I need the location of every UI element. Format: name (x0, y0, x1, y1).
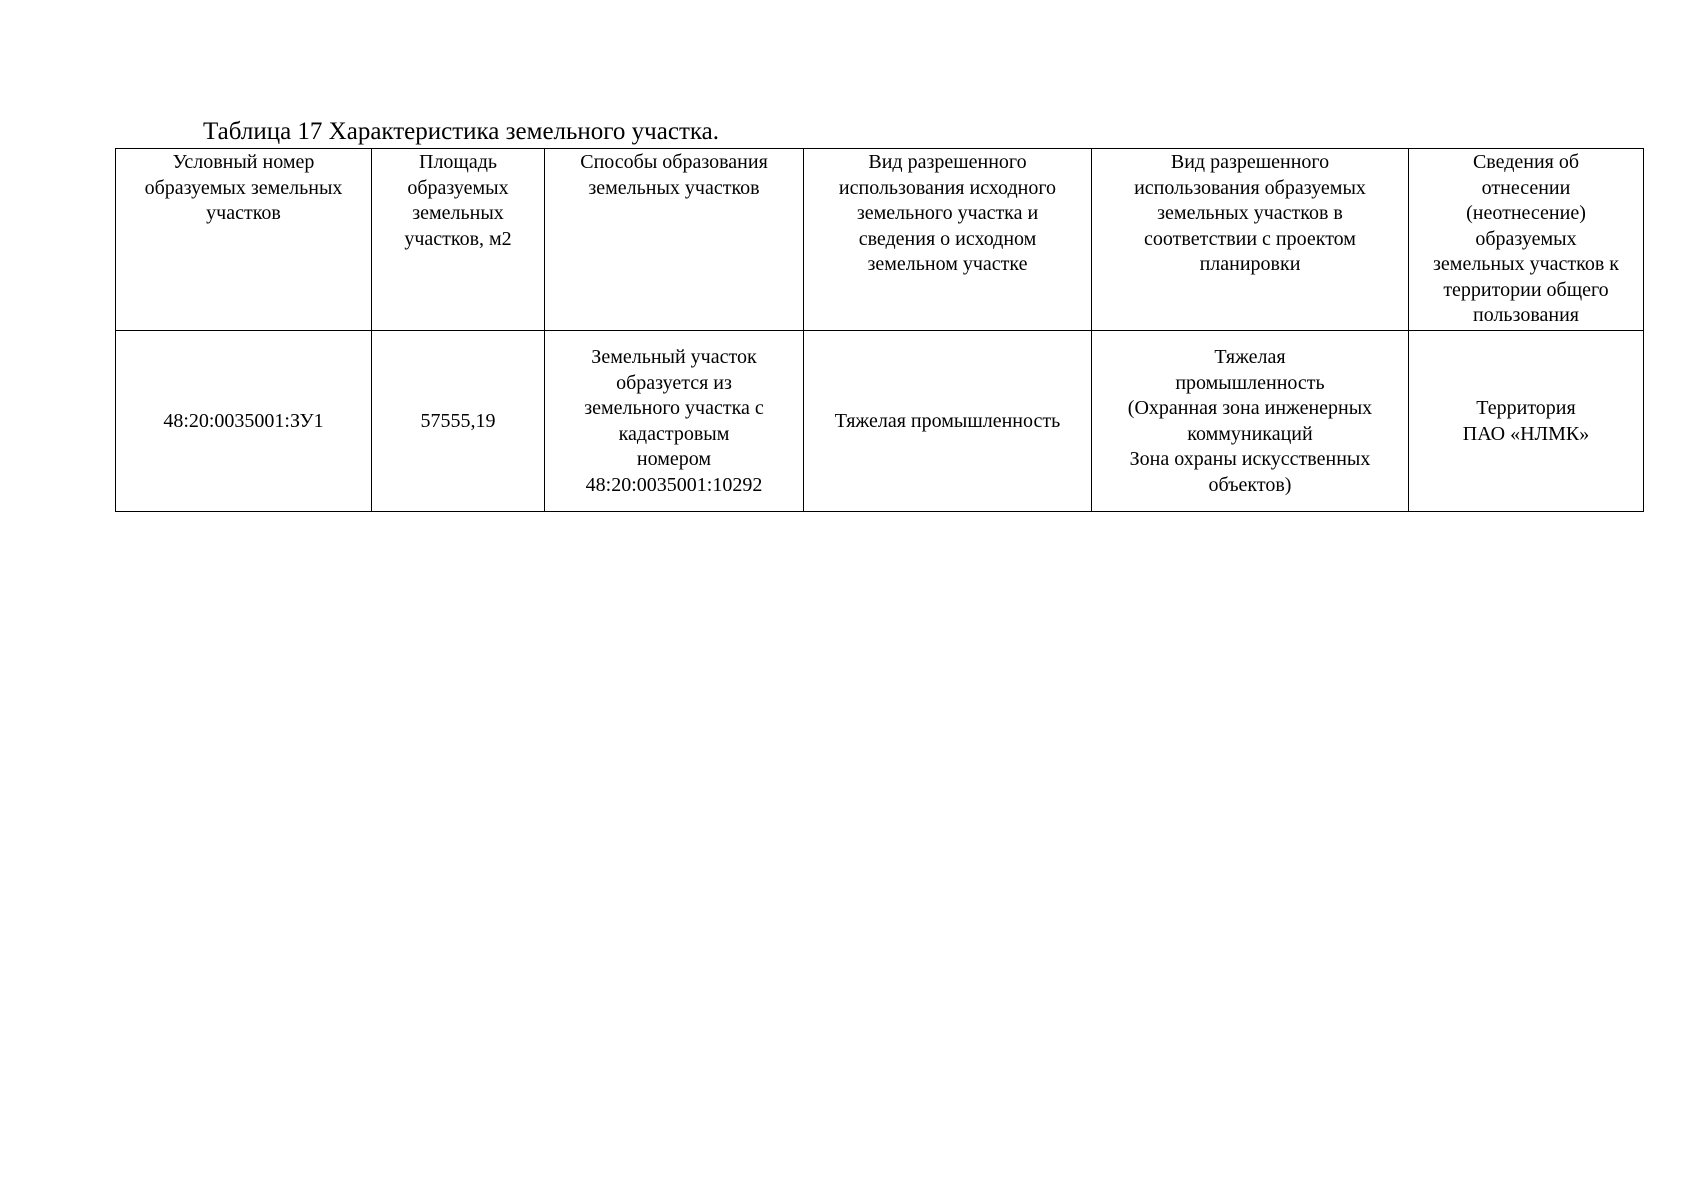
cell-plot-number: 48:20:0035001:ЗУ1 (116, 331, 372, 512)
cell-planned-use: Тяжелая промышленность (Охранная зона инженерных коммуникаций Зона охраны искусственных объектов) (1092, 331, 1409, 512)
table-header-row (116, 149, 1644, 331)
table-caption: Таблица 17 Характеристика земельного участка. (203, 118, 719, 145)
header-public-territory: Сведения об отнесении (неотнесение) образуемых земельных участков к территории общего пользования (1409, 149, 1644, 331)
cell-source-use: Тяжелая промышленность (804, 331, 1092, 512)
header-planned-use: Вид разрешенного использования образуемых земельных участков в соответствии с проектом планировки (1092, 149, 1409, 331)
header-plot-number: Условный номер образуемых земельных участков (116, 149, 372, 331)
cell-public-territory: Территория ПАО «НЛМК» (1409, 331, 1644, 512)
table-row (116, 331, 1644, 512)
cell-formation-method: Земельный участок образуется из земельного участка с кадастровым номером 48:20:0035001:10292 (545, 331, 804, 512)
header-formation-method: Способы образования земельных участков (545, 149, 804, 331)
header-source-use: Вид разрешенного использования исходного земельного участка и сведения о исходном земельном участке (804, 149, 1092, 331)
cell-plot-area: 57555,19 (372, 331, 545, 512)
land-plot-table (115, 148, 1644, 512)
header-plot-area: Площадь образуемых земельных участков, м2 (372, 149, 545, 331)
